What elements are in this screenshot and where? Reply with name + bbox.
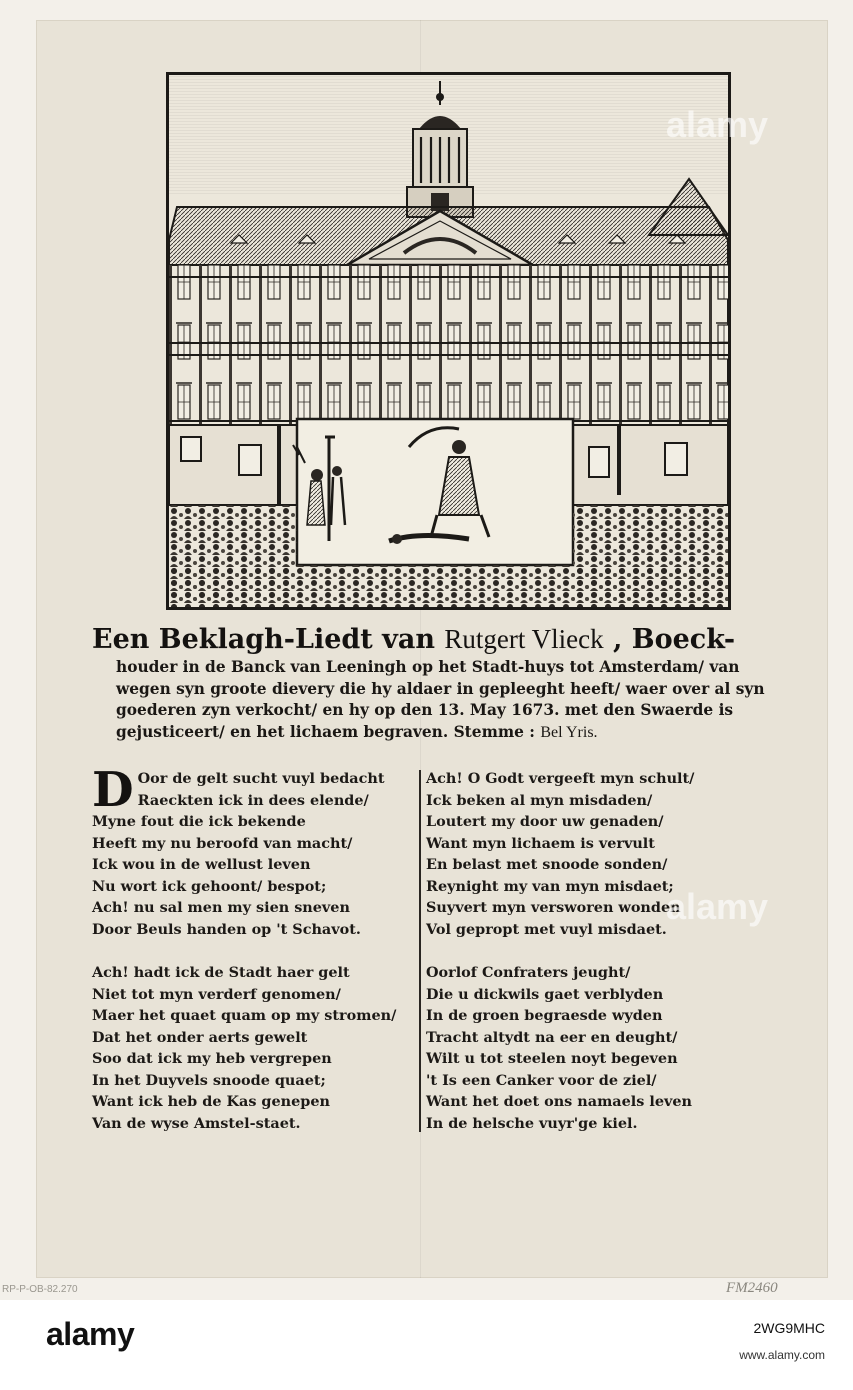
title-subline-1: houder in de Banck van Leeningh op het Stadt-huys tot Amsterdam/ van (116, 658, 740, 676)
verse-line: Door Beuls handen op 't Schavot. (92, 920, 361, 938)
title-subline-3: goederen zyn verkocht/ en hy op den 13. May 1673. met den Swaerde is (116, 701, 734, 719)
stanza-3 (426, 768, 756, 940)
verse-line: Heeft my nu beroofd van macht/ (92, 834, 353, 852)
verse-line: Vol gepropt met vuyl misdaet. (426, 920, 667, 938)
verse-column-right (426, 768, 756, 1156)
title-block (92, 622, 782, 743)
verse-line: Niet tot myn verderf genomen/ (92, 985, 341, 1003)
verse-line: Ach! O Godt vergeeft myn schult/ (426, 770, 695, 787)
verse-line: Oor de gelt sucht vuyl bedacht (137, 770, 385, 787)
stanza-2 (92, 962, 412, 1134)
verse-line: Nu wort ick gehoont/ bespot; (92, 877, 327, 895)
verse-line: Loutert my door uw genaden/ (426, 813, 664, 830)
verse-line: Wilt u tot steelen noyt begeven (426, 1050, 678, 1067)
brand-logo: alamy (46, 1316, 135, 1352)
verse-line: Oorlof Confraters jeught/ (426, 964, 631, 981)
verse-line: Raeckten ick in dees elende/ (137, 791, 369, 809)
verse-line: Ick wou in de wellust leven (92, 856, 311, 873)
verse-line: In de groen begraesde wyden (426, 1007, 663, 1024)
verse-line: Want ick heb de Kas genepen (92, 1093, 330, 1110)
verse-line: Maer het quaet quam op my stromen/ (92, 1007, 397, 1024)
woodcut-illustration-town-hall-execution (166, 72, 731, 610)
verse-line: Want myn lichaem is vervult (426, 834, 655, 852)
verse-line: Van de wyse Amstel-staet. (92, 1114, 301, 1132)
verse-line: 't Is een Canker voor de ziel/ (426, 1071, 657, 1089)
verse-line: Want het doet ons namaels leven (426, 1093, 692, 1110)
verse-column-left (92, 762, 412, 1156)
verse-line: Suyvert myn versworen wonden (426, 899, 681, 916)
verse-line: Ach! hadt ick de Stadt haer gelt (92, 964, 350, 981)
verse-line: En belast met snoode sonden/ (426, 856, 668, 873)
verse-line: Ick beken al myn misdaden/ (426, 791, 653, 809)
verse-line: Ach! nu sal men my sien sneven (92, 899, 350, 916)
inventory-number: RP-P-OB-82.270 (2, 1284, 78, 1295)
stanza-4 (426, 962, 756, 1134)
verse-line: Dat het onder aerts gewelt (92, 1028, 308, 1046)
image-code: 2WG9MHC (753, 1320, 825, 1336)
column-divider (419, 770, 421, 1132)
verse-line: In het Duyvels snoode quaet; (92, 1071, 326, 1089)
verse-line: Myne fout die ick bekende (92, 813, 306, 830)
watermark-logo: alamy (666, 104, 769, 145)
title-subline-4: gejusticeert/ en het lichaem begraven. Stemme : Bel Yris. (116, 722, 598, 741)
verse-line: Tracht altydt na eer en deught/ (426, 1028, 678, 1046)
stanza-1 (92, 762, 412, 940)
title-subline-2: wegen syn groote dievery die hy aldaer in gepleeght heeft/ waer over al syn (116, 679, 765, 698)
verse-line: Soo dat ick my heb vergrepen (92, 1050, 332, 1067)
verse-line: Die u dickwils gaet verblyden (426, 985, 664, 1003)
verse-line: Reynight my van myn misdaet; (426, 877, 674, 895)
song-title: Een Beklagh-Liedt van Rutgert Vlieck , Boeck- (92, 624, 736, 655)
drop-cap: D (92, 762, 134, 818)
verse-line: In de helsche vuyr'ge kiel. (426, 1114, 638, 1132)
site-url: www.alamy.com (739, 1348, 825, 1362)
handwritten-note: FM2460 (726, 1280, 778, 1296)
watermark-logo: alamy (666, 886, 769, 927)
